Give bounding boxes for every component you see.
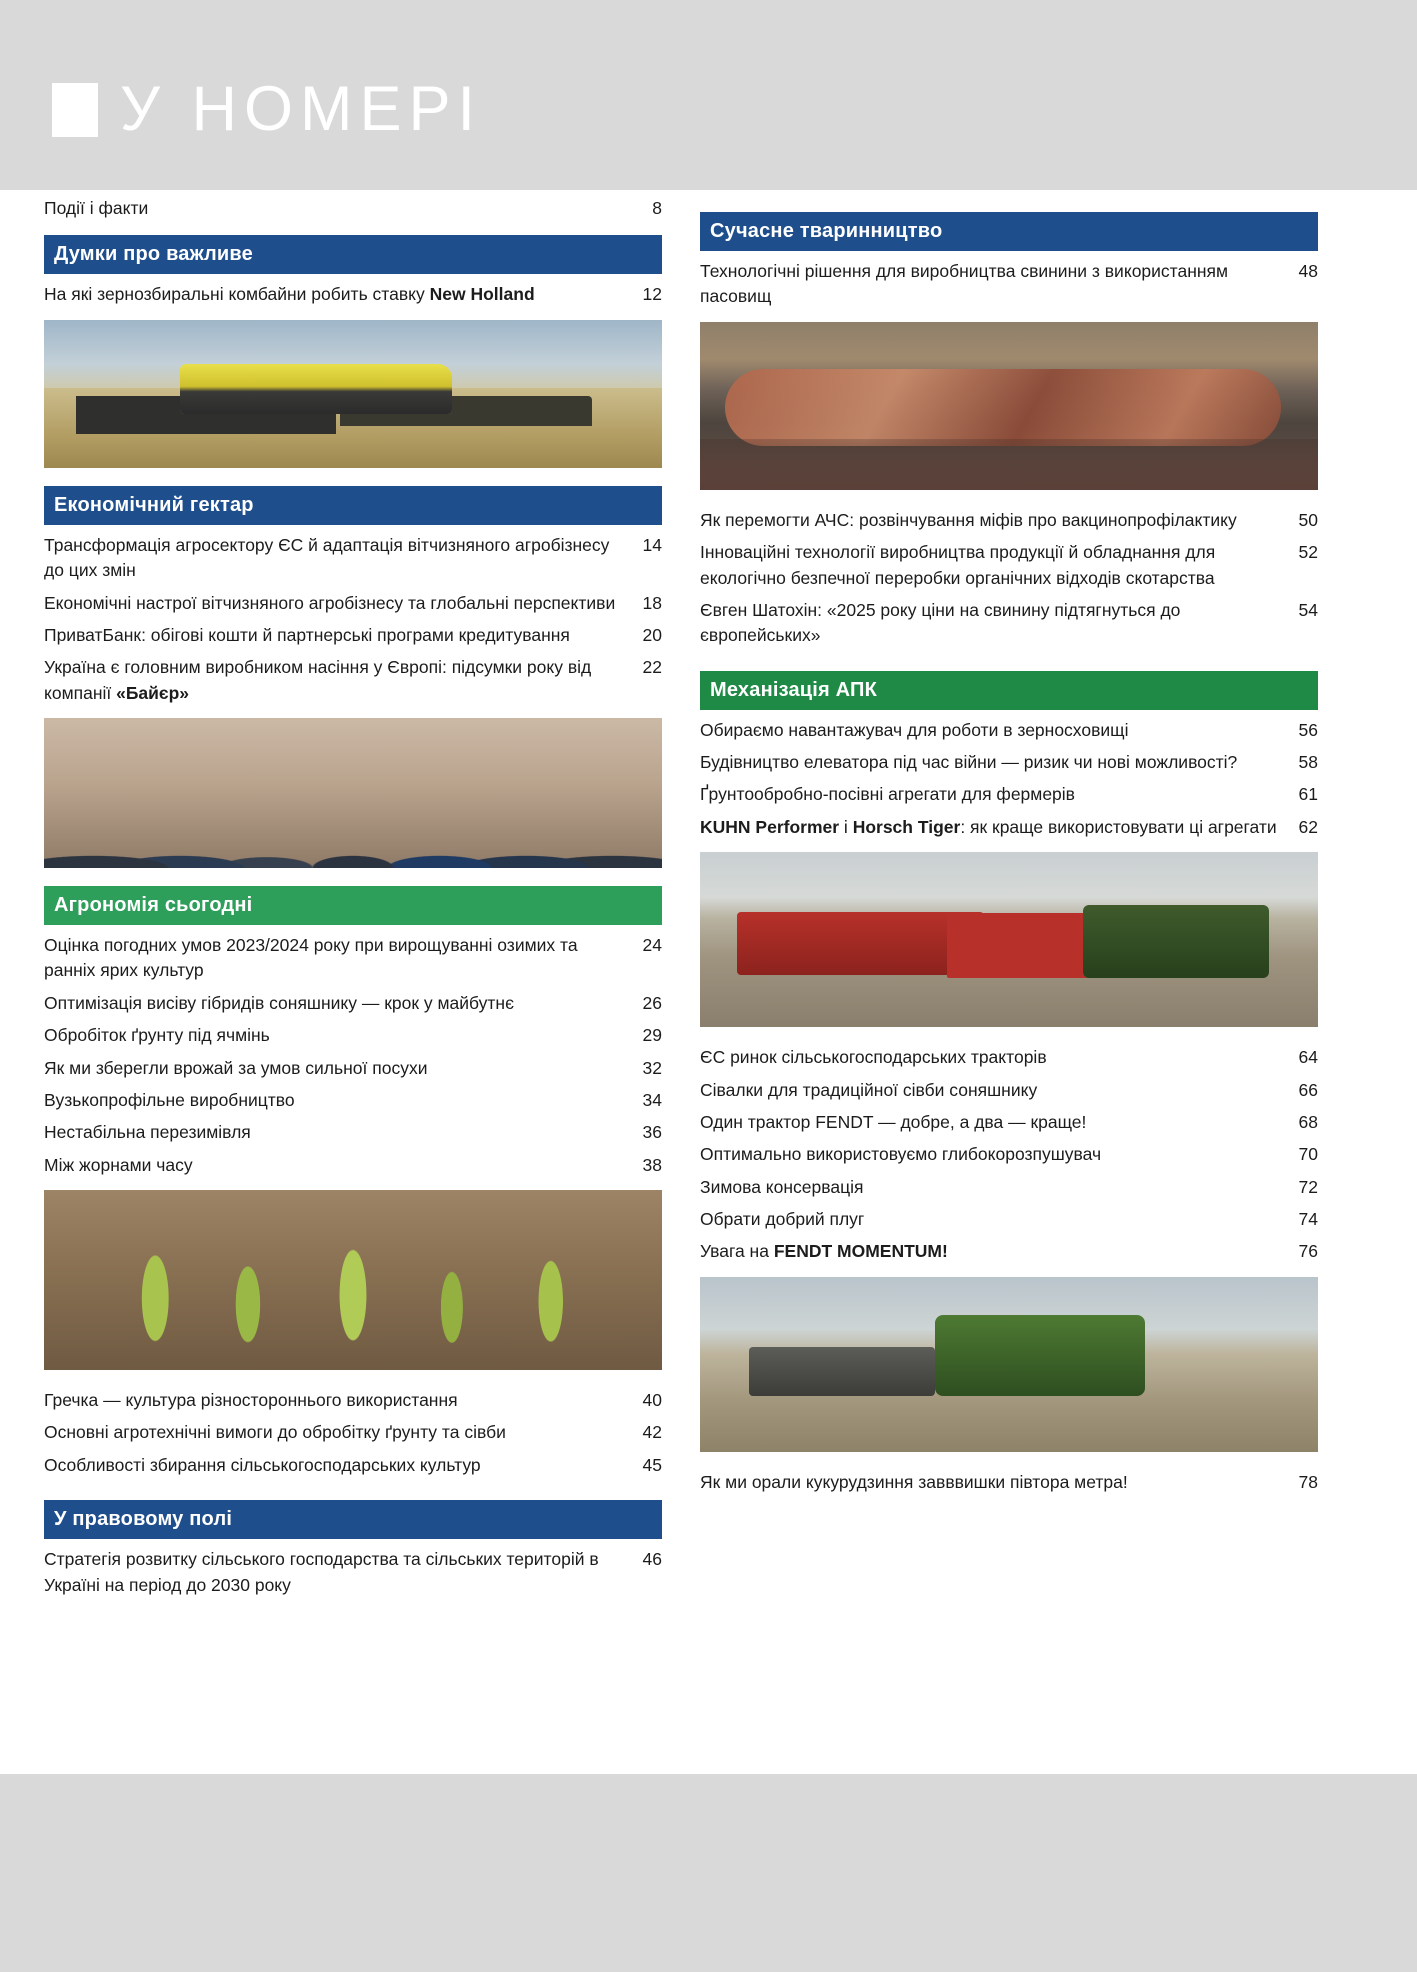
toc-entry[interactable] bbox=[700, 1078, 1318, 1103]
toc-entry-emphasis: KUHN Performer bbox=[700, 816, 840, 837]
toc-entry[interactable] bbox=[44, 591, 662, 616]
toc-entry[interactable] bbox=[700, 508, 1318, 533]
toc-entry-title: Особливості збирання сільськогосподарських культур bbox=[44, 1454, 481, 1475]
toc-entry-title: KUHN Performer і Horsch Tiger: як краще використовувати ці агрегати bbox=[700, 816, 1277, 837]
toc-entry-page: 56 bbox=[1298, 719, 1318, 740]
section-heading-dumky: Думки про важливе bbox=[44, 235, 662, 274]
toc-entry[interactable] bbox=[44, 655, 662, 706]
toc-entry-emphasis: FENDT MOMENTUM! bbox=[773, 1241, 948, 1262]
toc-entry-title: Економічні настрої вітчизняного агробізнесу та глобальні перспективи bbox=[44, 592, 616, 613]
toc-entry[interactable] bbox=[44, 533, 662, 584]
section-heading-tvarynnytstvo: Сучасне тваринництво bbox=[700, 212, 1318, 251]
toc-entry-page: 26 bbox=[642, 992, 662, 1013]
toc-entry-title: Трансформація агросектору ЄС й адаптація вітчизняного агробізнесу до цих змін bbox=[44, 534, 610, 581]
toc-entry[interactable] bbox=[44, 1088, 662, 1113]
toc-entry-page: 36 bbox=[642, 1122, 662, 1143]
toc-entry-page: 61 bbox=[1298, 784, 1318, 805]
toc-entry[interactable] bbox=[700, 1045, 1318, 1070]
toc-entry[interactable] bbox=[44, 933, 662, 984]
toc-entry-title: Будівництво елеватора під час війни — ризик чи нові можливості? bbox=[700, 752, 1238, 772]
toc-entry-page: 74 bbox=[1298, 1209, 1318, 1229]
toc-entry-page: 38 bbox=[642, 1154, 662, 1175]
toc-entry-page: 18 bbox=[642, 592, 662, 613]
toc-entry[interactable] bbox=[700, 1142, 1318, 1167]
toc-entry-title: Оцінка погодних умов 2023/2024 року при вирощуванні озимих та ранніх ярих культур bbox=[44, 935, 578, 981]
toc-entry[interactable] bbox=[700, 259, 1318, 310]
toc-entry[interactable] bbox=[44, 1420, 662, 1445]
group-of-people-photo bbox=[44, 718, 662, 868]
toc-entry-page: 46 bbox=[642, 1549, 662, 1570]
right-column bbox=[700, 190, 1318, 1502]
toc-entry-title: ПриватБанк: обігові кошти й партнерські програми кредитування bbox=[44, 624, 570, 645]
toc-entry-page: 42 bbox=[642, 1422, 662, 1443]
toc-entry-title: Оптимізація висіву гібридів соняшнику — крок у майбутнє bbox=[44, 992, 515, 1013]
toc-entry[interactable] bbox=[700, 1175, 1318, 1200]
content-sheet bbox=[0, 190, 1417, 1774]
toc-entry-emphasis-2: Horsch Tiger bbox=[852, 816, 961, 837]
toc-entry-page: 78 bbox=[1298, 1471, 1318, 1492]
tractor-seeder-photo bbox=[700, 852, 1318, 1027]
toc-entry-title: Події і факти bbox=[44, 198, 149, 218]
toc-entry-title: ЄС ринок сільськогосподарських тракторів bbox=[700, 1047, 1047, 1068]
toc-entry-page: 68 bbox=[1298, 1111, 1318, 1132]
combine-harvester-photo bbox=[44, 320, 662, 468]
left-column bbox=[44, 190, 662, 1605]
toc-entry-title: Обираємо навантажувач для роботи в зерносховищі bbox=[700, 719, 1129, 740]
toc-entry[interactable] bbox=[44, 1153, 662, 1178]
toc-entry-title: Нестабільна перезимівля bbox=[44, 1122, 251, 1143]
toc-entry-page: 62 bbox=[1298, 816, 1318, 837]
toc-entry[interactable] bbox=[700, 1207, 1318, 1232]
toc-entry-title: Між жорнами часу bbox=[44, 1154, 193, 1175]
toc-entry[interactable] bbox=[700, 1239, 1318, 1264]
toc-entry-title: Один трактор FENDT — добре, а два — краще! bbox=[700, 1111, 1087, 1132]
toc-entry-page: 76 bbox=[1298, 1241, 1318, 1262]
toc-entry-title: Стратегія розвитку сільського господарства та сільських територій в Україні на період до 2030 року bbox=[44, 1549, 599, 1595]
toc-entry[interactable] bbox=[44, 1388, 662, 1413]
toc-entry-title: Обробіток ґрунту під ячмінь bbox=[44, 1025, 270, 1046]
toc-entry[interactable] bbox=[700, 782, 1318, 807]
toc-entry-emphasis: New Holland bbox=[429, 284, 535, 305]
page-title: У НОМЕРІ bbox=[120, 74, 483, 144]
toc-entry-page: 48 bbox=[1298, 261, 1318, 281]
toc-entry[interactable] bbox=[44, 196, 662, 221]
header-square-icon bbox=[52, 83, 98, 137]
toc-entry[interactable] bbox=[44, 1056, 662, 1081]
toc-entry-page: 70 bbox=[1298, 1144, 1318, 1165]
toc-entry[interactable] bbox=[44, 1023, 662, 1048]
toc-entry-title: Як перемогти АЧС: розвінчування міфів про вакцинопрофілактику bbox=[700, 509, 1237, 530]
toc-entry-title: Інноваційні технології виробництва продукції й обладнання для екологічно безпечної переробки органічних відходів скотарства bbox=[700, 542, 1216, 588]
toc-entry[interactable] bbox=[44, 282, 662, 307]
header-inner bbox=[52, 74, 483, 144]
toc-entry-page: 64 bbox=[1298, 1047, 1318, 1068]
section-heading-agronomiya: Агрономія сьогодні bbox=[44, 886, 662, 925]
toc-entry[interactable] bbox=[44, 1120, 662, 1145]
toc-entry-page: 14 bbox=[642, 534, 662, 555]
toc-entry-title: Вузькопрофільне виробництво bbox=[44, 1089, 295, 1110]
page-header bbox=[0, 0, 1417, 190]
toc-entry-page: 52 bbox=[1298, 542, 1318, 563]
toc-entry-page: 54 bbox=[1298, 599, 1318, 620]
section-heading-pravove-pole: У правовому полі bbox=[44, 1500, 662, 1539]
toc-entry-page: 58 bbox=[1298, 752, 1318, 772]
corn-seedlings-photo bbox=[44, 1190, 662, 1370]
toc-entry[interactable] bbox=[700, 540, 1318, 591]
toc-entry[interactable] bbox=[44, 1453, 662, 1478]
toc-entry-title: Сівалки для традиційної сівби соняшнику bbox=[700, 1079, 1038, 1100]
section-heading-mekhanizatsiya: Механізація АПК bbox=[700, 671, 1318, 710]
toc-entry-page: 20 bbox=[642, 624, 662, 645]
footer-band bbox=[0, 1774, 1417, 1972]
toc-entry-title: Технологічні рішення для виробництва свинини з використанням пасовищ bbox=[700, 261, 1229, 307]
toc-entry-title: Ґрунтообробно-посівні агрегати для фермерів bbox=[700, 784, 1075, 805]
toc-entry[interactable] bbox=[44, 991, 662, 1016]
toc-entry[interactable] bbox=[700, 815, 1318, 840]
toc-entry[interactable] bbox=[700, 718, 1318, 743]
toc-entry-page: 22 bbox=[642, 657, 662, 678]
green-tractor-tanker-photo bbox=[700, 1277, 1318, 1452]
toc-entry[interactable] bbox=[44, 623, 662, 648]
toc-entry-page: 29 bbox=[642, 1025, 662, 1046]
toc-entry-page: 72 bbox=[1298, 1176, 1318, 1197]
toc-entry-title: Оптимально використовуємо глибокорозпушувач bbox=[700, 1144, 1102, 1165]
toc-entry-title: Увага на FENDT MOMENTUM! bbox=[700, 1241, 948, 1262]
toc-entry-page: 24 bbox=[642, 935, 662, 955]
toc-entry-title: На які зернозбиральні комбайни робить ставку New Holland bbox=[44, 284, 535, 305]
toc-entry-page: 8 bbox=[652, 198, 662, 218]
toc-entry[interactable] bbox=[700, 1470, 1318, 1495]
toc-entry-title: Україна є головним виробником насіння у Європі: підсумки року від компанії «Байєр» bbox=[44, 657, 592, 703]
toc-entry-title: Обрати добрий плуг bbox=[700, 1209, 865, 1229]
toc-entry-title: Зимова консервація bbox=[700, 1176, 864, 1197]
pigs-photo bbox=[700, 322, 1318, 490]
toc-entry-page: 32 bbox=[642, 1057, 662, 1078]
toc-entry-page: 45 bbox=[642, 1454, 662, 1475]
toc-entry-page: 40 bbox=[642, 1390, 662, 1410]
toc-entry[interactable] bbox=[44, 1547, 662, 1598]
toc-entry-emphasis: «Байєр» bbox=[116, 682, 189, 703]
toc-entry-page: 50 bbox=[1298, 509, 1318, 530]
toc-entry-page: 34 bbox=[642, 1089, 662, 1110]
toc-entry-title: Основні агротехнічні вимоги до обробітку ґрунту та сівби bbox=[44, 1422, 506, 1443]
toc-entry[interactable] bbox=[700, 598, 1318, 649]
toc-entry[interactable] bbox=[700, 750, 1318, 775]
toc-entry-title: Як ми зберегли врожай за умов сильної посухи bbox=[44, 1057, 428, 1078]
toc-entry-page: 12 bbox=[642, 284, 662, 305]
toc-entry-page: 66 bbox=[1298, 1079, 1318, 1100]
toc-entry[interactable] bbox=[700, 1110, 1318, 1135]
toc-entry-title: Євген Шатохін: «2025 року ціни на свинину підтягнуться до європейських» bbox=[700, 599, 1181, 646]
section-heading-ekonomichnyi: Економічний гектар bbox=[44, 486, 662, 525]
toc-entry-title: Гречка — культура різностороннього використання bbox=[44, 1390, 458, 1410]
toc-entry-title: Як ми орали кукурудзиння завввишки півтора метра! bbox=[700, 1471, 1128, 1492]
